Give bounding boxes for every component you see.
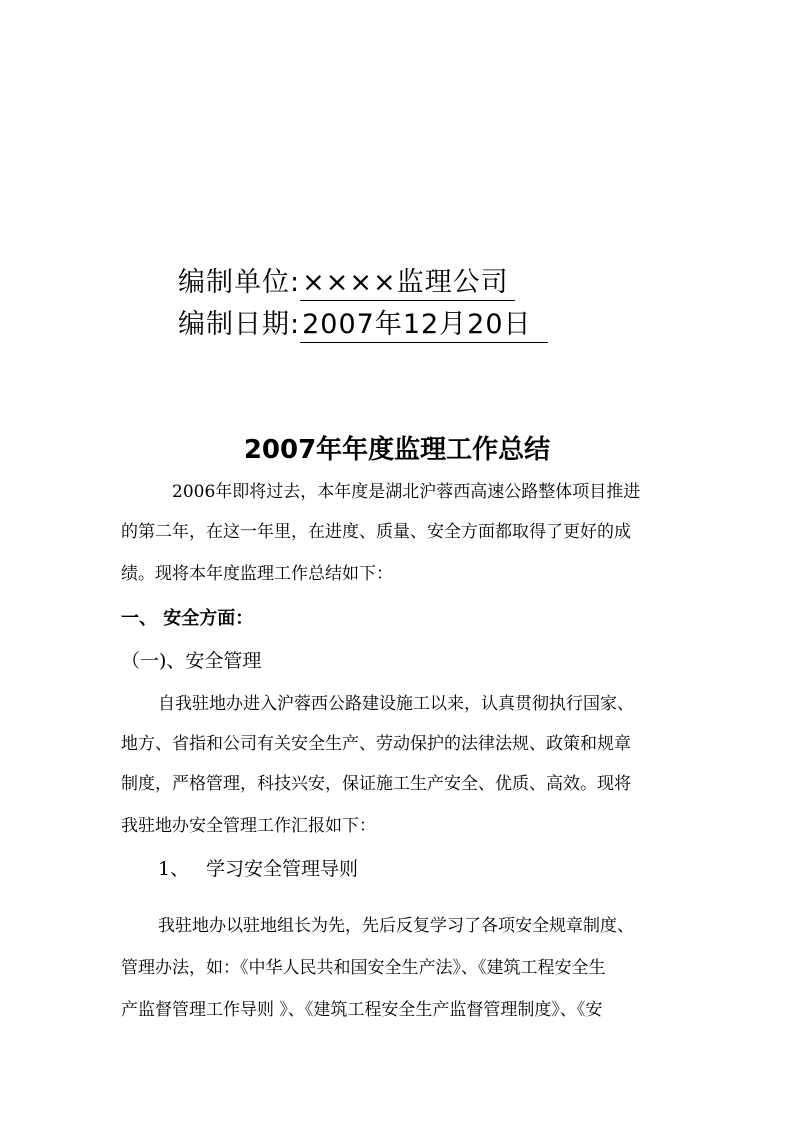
compiling-unit-line	[178, 266, 515, 301]
safety-paragraph-line: 自我驻地办进入沪蓉西公路建设施工以来，认真贯彻执行国家、	[158, 694, 634, 714]
subsection-heading-safety-management: （一)、安全管理	[121, 650, 262, 672]
compiling-unit-value: ××××监理公司	[300, 266, 515, 301]
item-number: 1、	[158, 858, 190, 880]
safety-paragraph-line: 地方、省指和公司有关安全生产、劳动保护的法律法规、政策和规章	[121, 734, 631, 754]
intro-line: 的第二年，在这一年里，在进度、质量、安全方面都取得了更好的成	[121, 522, 631, 542]
safety-paragraph-line: 我驻地办安全管理工作汇报如下：	[121, 816, 376, 836]
compiling-date-label: 编制日期:	[178, 309, 301, 340]
document-title: 2007年年度监理工作总结	[243, 435, 551, 465]
safety-paragraph-line: 制度，严格管理，科技兴安，保证施工生产安全、优质、高效。现将	[121, 774, 631, 794]
compiling-unit-label: 编制单位:	[178, 267, 301, 298]
numbered-item	[158, 856, 358, 882]
study-paragraph-line: 管理办法，如：《中华人民共和国安全生产法》、《建筑工程安全生	[121, 958, 606, 978]
compiling-date-value: 2007年12月20日	[300, 308, 547, 343]
intro-line: 绩。现将本年度监理工作总结如下：	[121, 564, 393, 584]
item-label: 学习安全管理导则	[206, 858, 359, 880]
section-heading-safety: 一、 安全方面：	[121, 608, 254, 629]
study-paragraph-line: 产监督管理工作导则 》、《建筑工程安全生产监督管理制度》、《安	[121, 1000, 603, 1020]
compiling-date-line	[178, 308, 548, 343]
study-paragraph-line: 我驻地办以驻地组长为先，先后反复学习了各项安全规章制度、	[158, 916, 634, 936]
intro-line: 2006年即将过去，本年度是湖北沪蓉西高速公路整体项目推进	[172, 482, 641, 502]
